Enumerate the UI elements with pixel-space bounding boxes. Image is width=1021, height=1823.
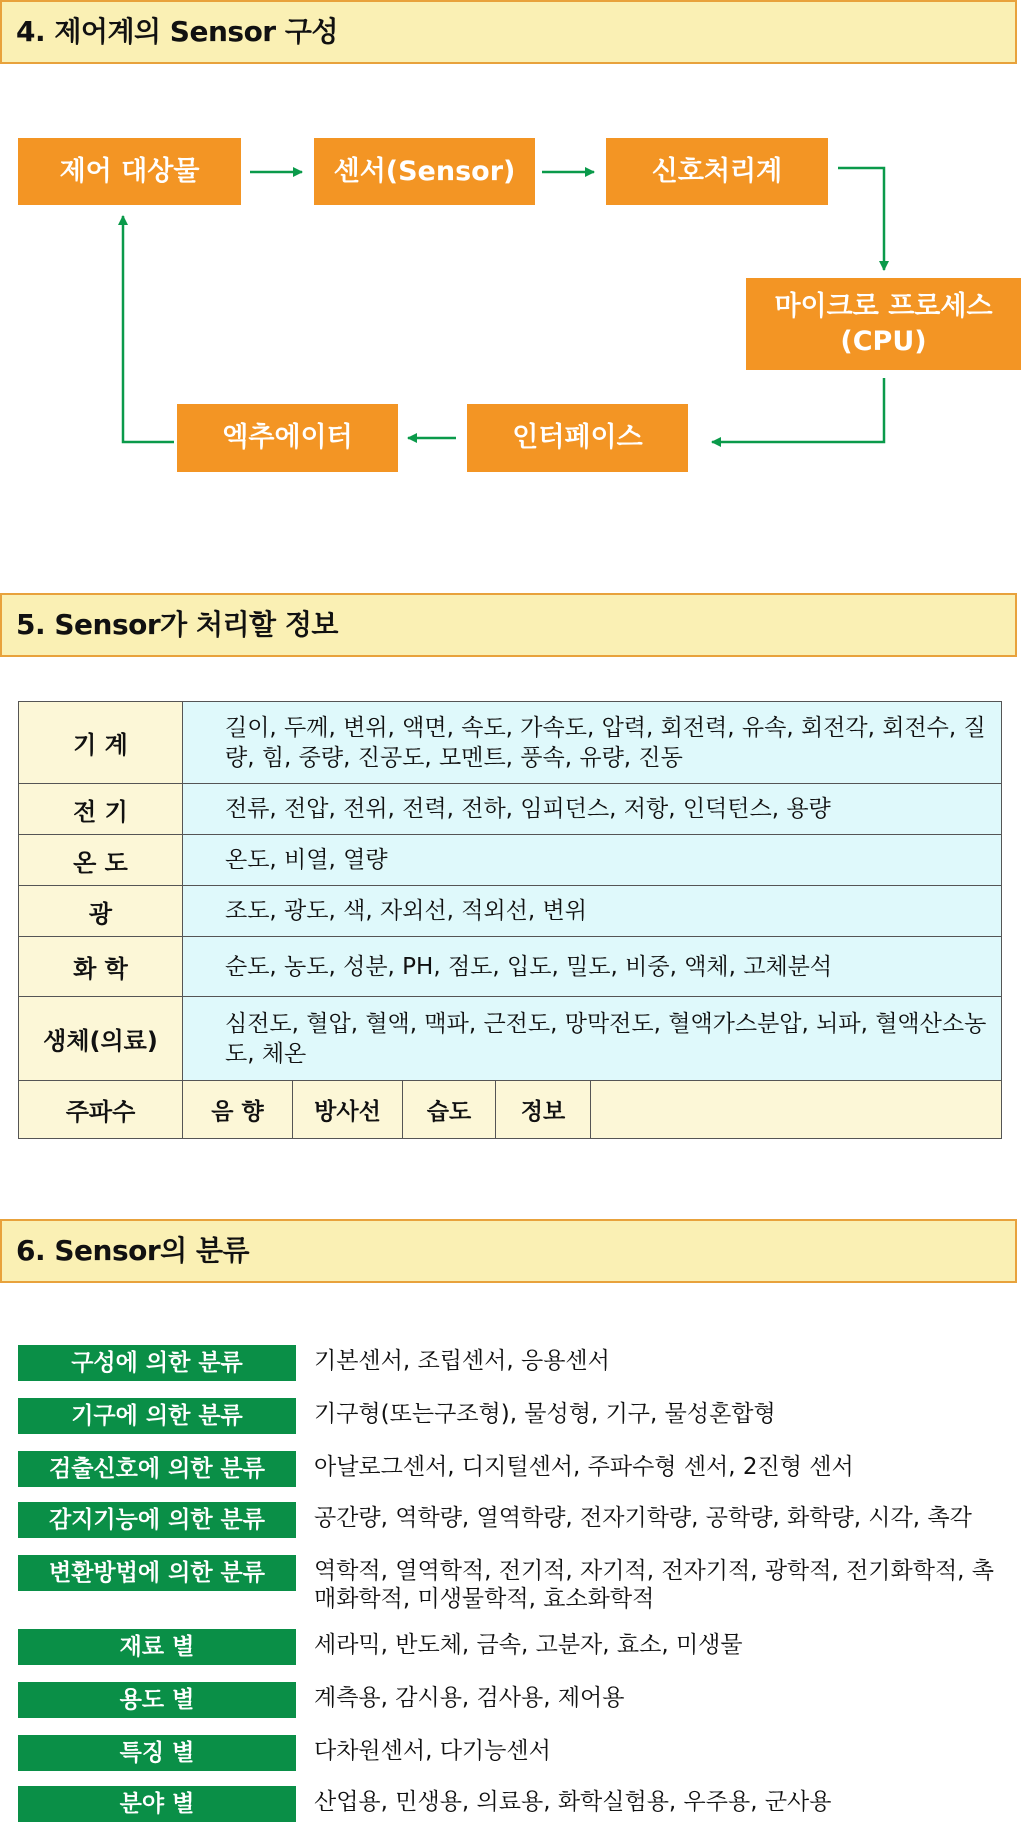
category-cell: 주파수 [19,1081,183,1139]
classification-label: 감지기능에 의한 분류 [18,1502,296,1538]
sensor-info-table [18,701,1002,1139]
flow-signal-processor [606,138,828,205]
arrow-cpu-to-interface [712,378,884,442]
category-cell: 기 계 [19,702,183,784]
freq-cell-empty [591,1081,1002,1139]
classification-value: 기구형(또는구조형), 물성형, 기구, 물성혼합형 [314,1401,776,1427]
classification-value: 세라믹, 반도체, 금속, 고분자, 효소, 미생물 [314,1632,743,1658]
flow-sensor [314,138,535,205]
classification-label: 재료 별 [18,1629,296,1665]
table-row [19,1081,1002,1139]
classification-value: 기본센서, 조립센서, 응용센서 [314,1348,610,1374]
items-cell: 온도, 비열, 열량 [183,835,1002,886]
flow-cpu-label-line2: (CPU) [840,326,927,357]
flow-sensor-label: 센서(Sensor) [333,155,516,187]
table-row [19,835,1002,886]
freq-cell-radiation: 방사선 [293,1081,403,1139]
category-cell: 전 기 [19,784,183,835]
items-cell: 길이, 두께, 변위, 액면, 속도, 가속도, 압력, 회전력, 유속, 회전각, 회전수, 질량, 힘, 중량, 진공도, 모멘트, 풍속, 유량, 진동 [183,702,1002,784]
classification-value: 산업용, 민생용, 의료용, 화학실험용, 우주용, 군사용 [314,1789,832,1815]
classification-value: 역학적, 열역학적, 전기적, 자기적, 전자기적, 광학적, 전기화학적, 촉매화학적, 미생물학적, 효소화학적 [314,1558,995,1612]
flow-control-target-label: 제어 대상물 [59,155,200,187]
freq-cell-humidity: 습도 [403,1081,496,1139]
table-row [19,937,1002,997]
flow-actuator-label: 엑추에이터 [222,422,353,454]
section-6-title: 6. Sensor의 분류 [16,1234,250,1267]
table-row [19,886,1002,937]
classification-label: 변환방법에 의한 분류 [18,1555,296,1591]
section-4-title: 4. 제어계의 Sensor 구성 [16,15,338,48]
flow-cpu [746,278,1021,370]
items-cell: 심전도, 혈압, 혈액, 맥파, 근전도, 망막전도, 혈액가스분압, 뇌파, 혈액산소농도, 체온 [183,997,1002,1081]
classification-value: 다차원센서, 다기능센서 [314,1738,551,1764]
table-row [19,702,1002,784]
flow-signal-processor-label: 신호처리계 [651,155,783,187]
flow-interface-label: 인터페이스 [512,422,643,454]
section-5-header [0,593,1017,657]
arrow-actuator-to-target [123,216,174,442]
items-cell: 순도, 농도, 성분, PH, 점도, 입도, 밀도, 비중, 액체, 고체분석 [183,937,1002,997]
category-cell: 온 도 [19,835,183,886]
classification-value: 계측용, 감시용, 검사용, 제어용 [314,1685,625,1711]
freq-cell-info: 정보 [496,1081,591,1139]
flow-cpu-label-line1: 마이크로 프로세스 [774,290,993,322]
classification-label: 구성에 의한 분류 [18,1345,296,1381]
flow-actuator [177,404,398,472]
table-row [19,784,1002,835]
classification-value: 아날로그센서, 디지털센서, 주파수형 센서, 2진형 센서 [314,1454,854,1480]
section-5-title: 5. Sensor가 처리할 정보 [16,608,338,641]
classification-label: 분야 별 [18,1786,296,1822]
items-cell: 전류, 전압, 전위, 전력, 전하, 임피던스, 저항, 인덕턴스, 용량 [183,784,1002,835]
classification-label: 검출신호에 의한 분류 [18,1451,296,1487]
table-row [19,997,1002,1081]
classification-label: 기구에 의한 분류 [18,1398,296,1434]
category-cell: 화 학 [19,937,183,997]
classification-label: 특징 별 [18,1735,296,1771]
flow-interface [467,404,688,472]
freq-cell-sound: 음 향 [183,1081,293,1139]
classification-value: 공간량, 역학량, 열역학량, 전자기학량, 공학량, 화학량, 시각, 촉각 [314,1505,972,1531]
category-cell: 광 [19,886,183,937]
items-cell: 조도, 광도, 색, 자외선, 적외선, 변위 [183,886,1002,937]
classification-label: 용도 별 [18,1682,296,1718]
flow-control-target [18,138,241,205]
arrow-signal-to-cpu [838,168,884,270]
section-6-header [0,1219,1017,1283]
category-cell: 생체(의료) [19,997,183,1081]
